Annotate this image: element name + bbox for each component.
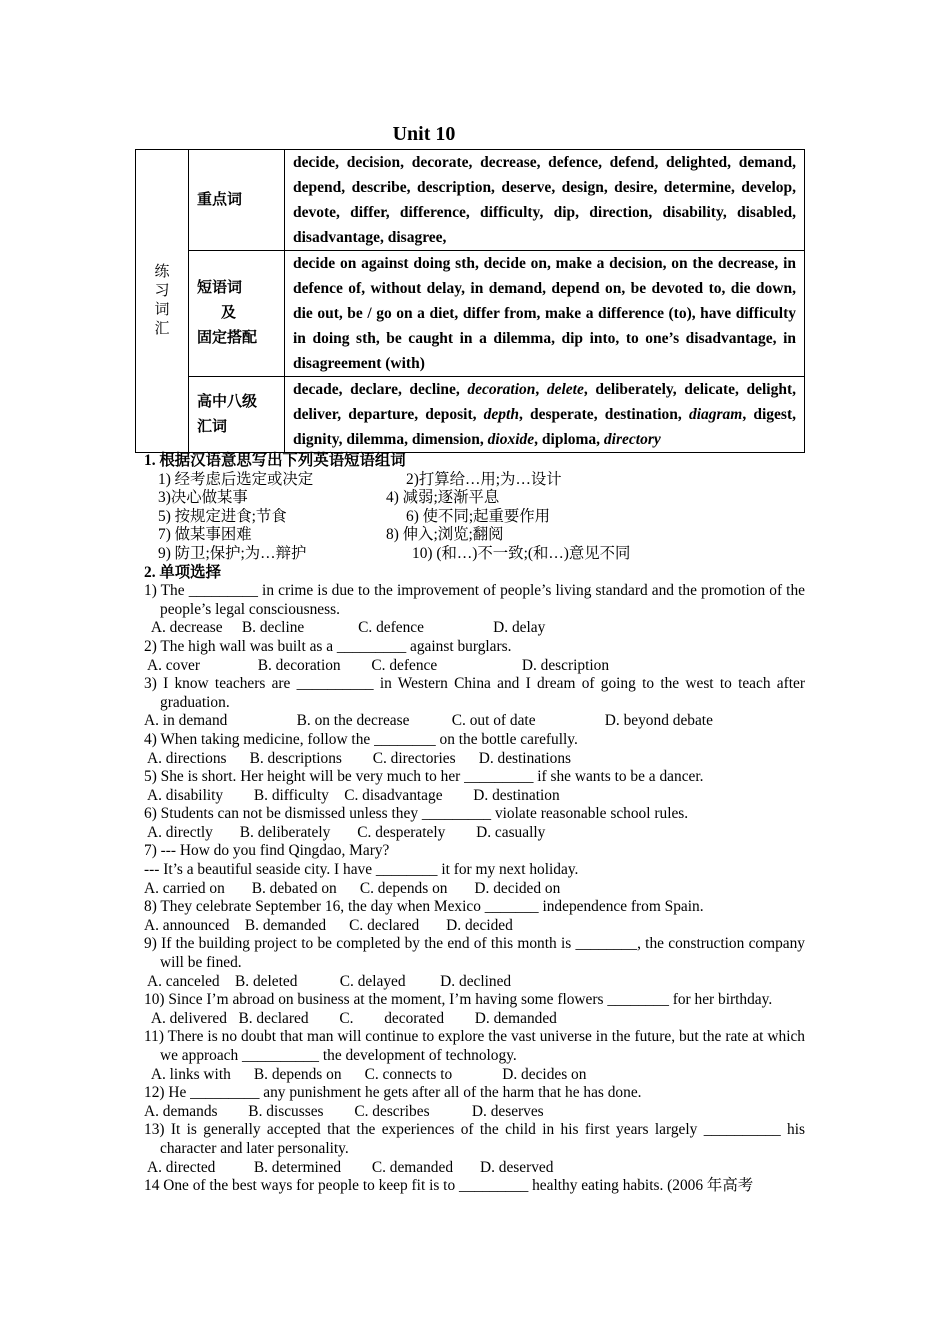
words-text: decide on against doing sth, decide on, make a decision, on the decrease, in defence of, without delay, in demand, depend on, be devoted to, die down, die out, be / go on a diet, differ from, make a difference (to), have difficulty in doing sth, be caught in a dilemma, dip into, to one’s disadvantage, in disagreement (with) — [293, 255, 796, 372]
word-text: , deliberately, delicate, delight, deliver, departure, deposit, — [293, 381, 796, 423]
phrase-prompt-row — [144, 471, 805, 490]
phrase-prompt: 4) 减弱;逐渐平息 — [386, 489, 500, 507]
italic-word: decoration — [467, 381, 536, 398]
key-words-list — [285, 150, 805, 251]
question-stem: 11) There is no doubt that man will continue to explore the vast universe in the future, but the rate at which we approach __________ the development of technology. — [144, 1028, 805, 1064]
question-options: A. canceled B. deleted C. delayed D. declined — [144, 972, 512, 990]
question-options: A. carried on B. debated on C. depends on D. decided on — [144, 879, 561, 897]
phrase-prompt: 8) 伸入;浏览;翻阅 — [386, 526, 504, 544]
question-stem: 3) I know teachers are __________ in Western China and I dream of going to the west to teach after graduation. — [144, 675, 805, 711]
category-label: 高中八级 — [197, 393, 258, 410]
category-label: 短语词 — [197, 280, 243, 296]
question-stem: 12) He _________ any punishment he gets after all of the harm that he has done. — [144, 1084, 642, 1102]
words-text — [293, 381, 796, 448]
words-text: decide, decision, decorate, decrease, defence, defend, delighted, demand, depend, describe, description, deserve, design, desire, determine, develop, devote, differ, difference, difficulty, dip, direction, disability, disabled, disadvantage, disagree, — [293, 154, 796, 246]
side-label — [136, 150, 189, 453]
phrase-prompt: 5) 按规定进食;节食 — [158, 507, 287, 525]
word-text: , diploma, — [534, 431, 604, 448]
category-level8-words — [189, 377, 285, 453]
question-stem: 2) The high wall was built as a _________ against burglars. — [144, 637, 512, 655]
question-stem: 14 One of the best ways for people to keep fit is to _________ healthy eating habits. (2006 年高考 — [144, 1177, 754, 1195]
phrase-prompt-row — [144, 489, 805, 508]
page-title: Unit 10 — [392, 123, 456, 145]
vocabulary-table — [135, 149, 805, 453]
question-options: A. announced B. demanded C. declared D. decided — [144, 916, 513, 934]
category-label: 汇词 — [197, 418, 228, 435]
question-options: A. demands B. discusses C. describes D. deserves — [144, 1102, 544, 1120]
category-key-words — [189, 150, 285, 251]
italic-word: diagram — [688, 406, 743, 423]
italic-word: depth — [483, 406, 519, 423]
word-text: , desperate, destination, — [518, 406, 689, 423]
phrase-prompt: 1) 经考虑后选定或决定 — [158, 470, 314, 488]
question-options: A. directed B. determined C. demanded D. deserved — [144, 1158, 554, 1176]
phrase-prompt: 10) (和…)不一致;(和…)意见不同 — [412, 544, 631, 562]
question-options: A. delivered B. declared C. decorated D. demanded — [144, 1009, 557, 1027]
phrase-prompt-row — [144, 508, 805, 527]
question-stem: 13) It is generally accepted that the experiences of the child in his first years largely __________ his character and later personality. — [144, 1121, 805, 1157]
word-text: decade, declare, decline, — [293, 381, 468, 398]
category-phrases — [189, 251, 285, 377]
question-stem: 4) When taking medicine, follow the ________ on the bottle carefully. — [144, 730, 578, 748]
category-label: 固定搭配 — [197, 330, 258, 346]
italic-word: dioxide — [487, 431, 535, 448]
question-dialogue: --- It’s a beautiful seaside city. I have ________ it for my next holiday. — [144, 861, 579, 879]
question-stem: 1) The _________ in crime is due to the improvement of people’s living standard and the promotion of the people’s legal consciousness. — [144, 582, 805, 618]
phrase-prompt: 3)决心做某事 — [158, 489, 248, 507]
phrase-prompt: 7) 做某事困难 — [158, 526, 252, 544]
category-label: 重点词 — [197, 191, 243, 208]
phrase-prompt: 6) 使不同;起重要作用 — [406, 507, 551, 525]
italic-word: delete — [546, 381, 584, 398]
side-label-text: 练习词汇 — [154, 264, 170, 337]
category-label: 及 — [221, 305, 237, 321]
question-stem: 6) Students can not be dismissed unless they _________ violate reasonable school rules. — [144, 805, 689, 823]
question-options: A. directions B. descriptions C. directories D. destinations — [144, 749, 572, 767]
phrase-prompt-row — [144, 545, 805, 564]
question-options: A. decrease B. decline C. defence D. delay — [144, 619, 546, 637]
word-text: , digest, dignity, dilemma, dimension, — [293, 406, 797, 448]
phrase-prompt-row — [144, 526, 805, 545]
phrase-prompt: 9) 防卫;保护;为…辩护 — [158, 544, 307, 562]
question-stem: 7) --- How do you find Qingdao, Mary? — [144, 842, 390, 860]
question-stem: 5) She is short. Her height will be very much to her _________ if she wants to be a dancer. — [144, 768, 704, 786]
question-stem: 9) If the building project to be completed by the end of this month is ________, the construction company will be fined. — [144, 935, 805, 972]
section2-heading: 2. 单项选择 — [144, 563, 221, 581]
question-options: A. disability B. difficulty C. disadvantage D. destination — [144, 786, 560, 804]
question-options: A. in demand B. on the decrease C. out of date D. beyond debate — [144, 712, 713, 730]
word-text: , — [535, 381, 547, 398]
question-options: A. directly B. deliberately C. desperately D. casually — [144, 823, 546, 841]
phrase-prompt: 2)打算给…用;为…设计 — [406, 470, 562, 488]
question-options: A. links with B. depends on C. connects to D. decides on — [144, 1065, 587, 1083]
section1-heading: 1. 根据汉语意思写出下列英语短语组词 — [144, 452, 406, 469]
exercise-content — [144, 452, 805, 1196]
italic-word: directory — [603, 431, 661, 448]
question-stem: 8) They celebrate September 16, the day when Mexico _______ independence from Spain. — [144, 898, 704, 916]
level8-words-list — [285, 377, 805, 453]
question-options: A. cover B. decoration C. defence D. description — [144, 656, 610, 674]
phrases-list — [285, 251, 805, 377]
question-stem: 10) Since I’m abroad on business at the moment, I’m having some flowers ________ for her birthday. — [144, 991, 773, 1009]
